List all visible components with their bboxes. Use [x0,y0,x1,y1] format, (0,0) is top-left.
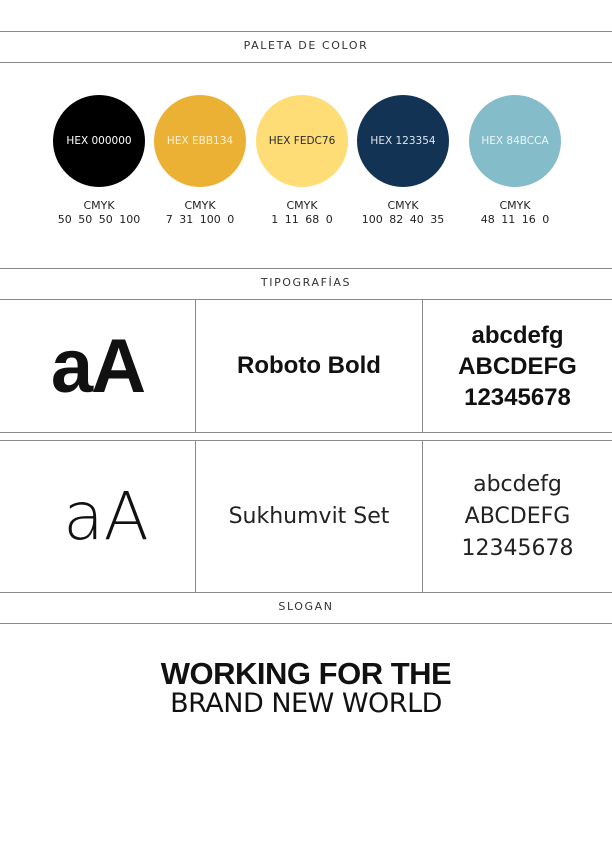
cmyk-values-light-yellow: 1 11 68 0 [271,213,333,226]
slogan-line-1: WORKING FOR THE [160,656,452,691]
typeface-bold-sample [423,300,612,432]
typeface-light-sample-lowercase: abcdefg [473,471,562,497]
cmyk-label-light-yellow: CMYK [286,199,318,212]
divider-slogan-top [0,592,612,593]
cmyk-label-black: CMYK [83,199,115,212]
slogan-section-title: SLOGAN [278,600,334,613]
typeface-bold-glyph: aA [50,323,145,409]
typography-section-title: TIPOGRAFÍAS [260,276,352,289]
color-swatch-navy: HEX 123354 [357,95,449,187]
cmyk-label-light-blue: CMYK [499,199,531,212]
color-swatch-black: HEX 000000 [53,95,145,187]
cmyk-label-mustard: CMYK [184,199,216,212]
color-swatch-light-blue: HEX 84BCCA [469,95,561,187]
divider-palette-header [0,62,612,63]
typeface-bold-sample-numbers: 12345678 [464,383,571,411]
slogan-line-2: BRAND NEW WORLD [170,688,442,719]
cmyk-values-light-blue: 48 11 16 0 [480,213,550,226]
divider-top [0,31,612,32]
divider-typography-row1-bottom [0,432,612,433]
color-swatch-light-yellow: HEX FEDC76 [256,95,348,187]
color-swatch-mustard: HEX EBB134 [154,95,246,187]
typeface-light-name: Sukhumvit Set [228,504,390,529]
palette-section-title: PALETA DE COLOR [243,39,369,52]
typeface-light-sample-numbers: 12345678 [461,535,574,561]
typeface-light-glyph: aA [63,478,149,555]
cmyk-values-navy: 100 82 40 35 [361,213,445,226]
cmyk-values-black: 50 50 50 100 [57,213,141,226]
cmyk-label-navy: CMYK [387,199,419,212]
divider-typography-top [0,268,612,269]
divider-slogan-header [0,623,612,624]
typeface-bold-sample-lowercase: abcdefg [471,321,564,349]
cmyk-values-mustard: 7 31 100 0 [165,213,235,226]
typeface-bold-sample-uppercase: ABCDEFG [458,352,577,380]
typeface-bold-name: Roboto Bold [237,352,381,379]
typeface-light-sample [423,441,612,592]
typeface-light-sample-uppercase: ABCDEFG [464,503,571,529]
